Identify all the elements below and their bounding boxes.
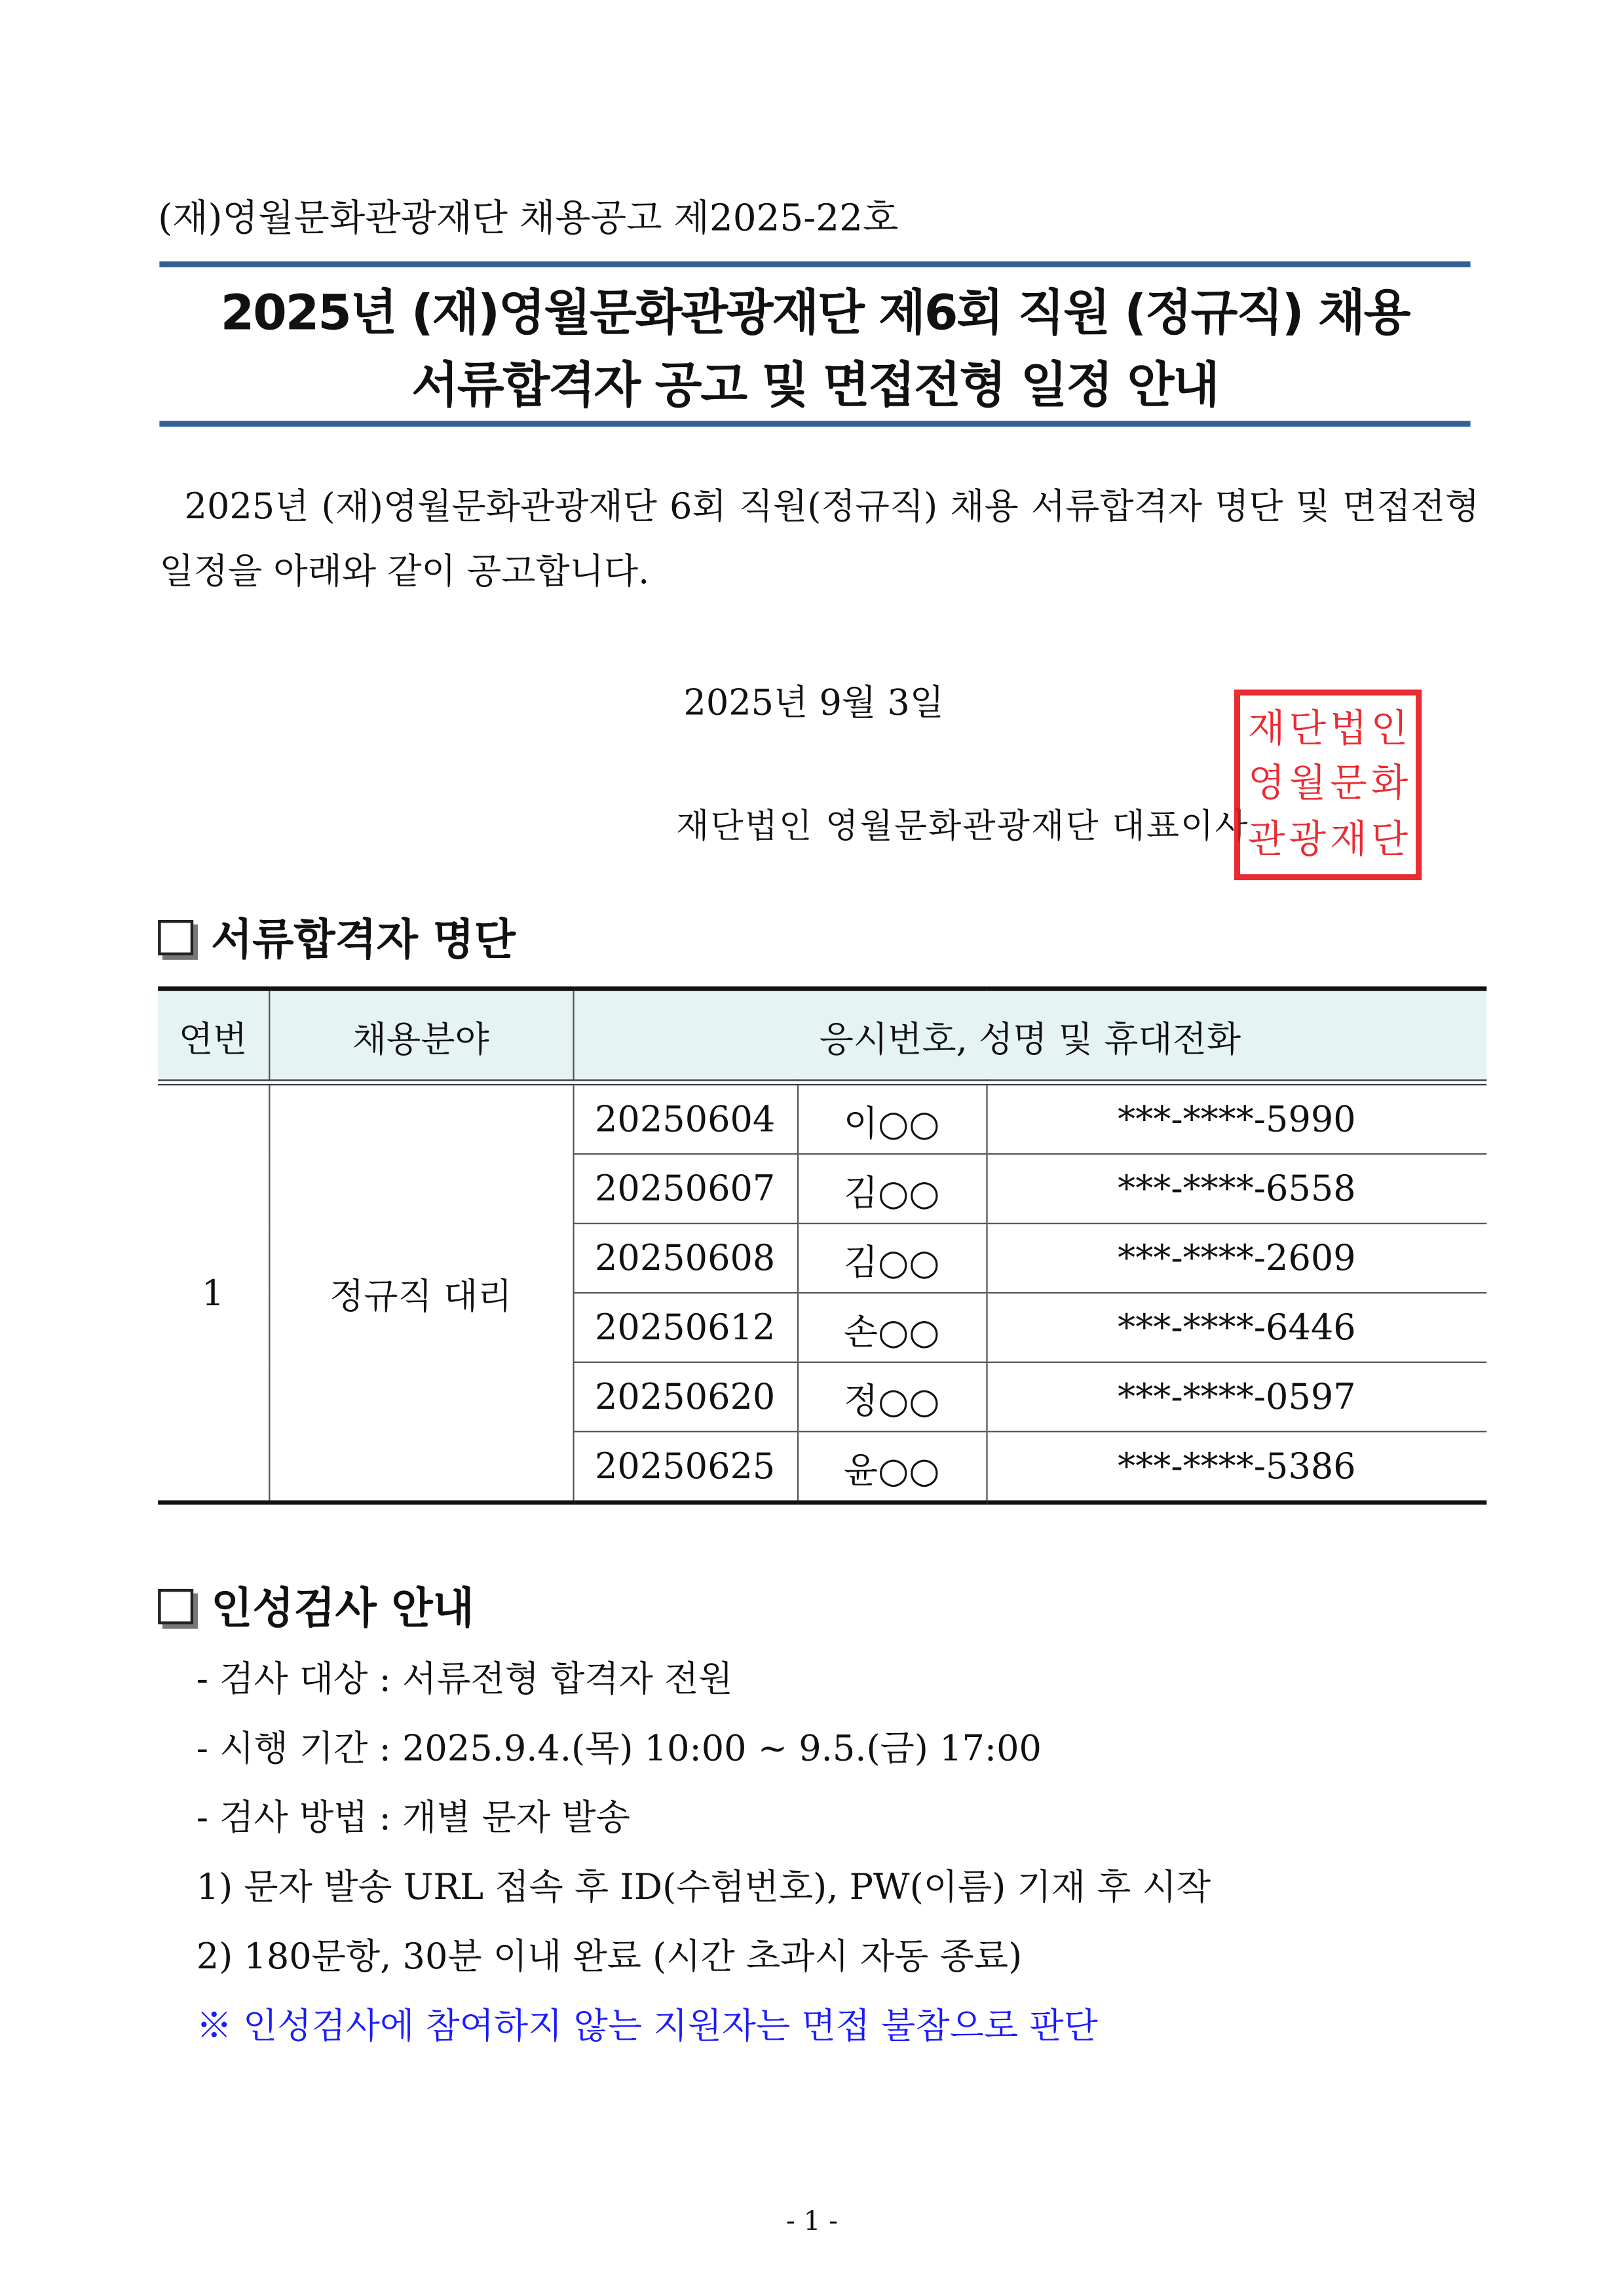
seal-char: 관	[1247, 818, 1285, 863]
cell-phone: ***-****-5386	[986, 1432, 1486, 1502]
cell-phone: ***-****-5990	[986, 1082, 1486, 1154]
seal-char: 재	[1247, 707, 1285, 752]
seal-char: 영	[1247, 762, 1285, 807]
cell-id: 20250625	[573, 1432, 797, 1502]
cell-phone: ***-****-0597	[986, 1362, 1486, 1432]
cell-id: 20250620	[573, 1362, 797, 1432]
cell-phone: ***-****-6446	[986, 1293, 1486, 1362]
page-number: - 1 -	[785, 2206, 838, 2238]
checkbox-bullet-icon	[158, 1588, 193, 1624]
cell-phone: ***-****-2609	[986, 1223, 1486, 1293]
section-title: 인성검사 안내	[211, 1582, 474, 1634]
section-heading-passers	[158, 907, 516, 967]
cell-id: 20250612	[573, 1293, 797, 1362]
table-row	[158, 1082, 1486, 1154]
cell-name: 윤○○	[797, 1432, 986, 1502]
info-item: 2) 180문항, 30분 이내 완료 (시간 초과시 자동 종료)	[196, 1936, 1023, 1978]
cell-id: 20250608	[573, 1223, 797, 1293]
seal-char: 단	[1370, 818, 1408, 863]
passers-table	[158, 986, 1486, 1504]
info-item: 1) 문자 발송 URL 접속 후 ID(수험번호), PW(이름) 기재 후 시작	[196, 1866, 1211, 1908]
cell-name: 정○○	[797, 1362, 986, 1432]
seal-char: 월	[1289, 762, 1327, 807]
seal-char: 법	[1330, 707, 1367, 752]
announcement-date: 2025년 9월 3일	[683, 682, 945, 724]
cell-phone: ***-****-6558	[986, 1154, 1486, 1223]
header-no: 연번	[158, 989, 269, 1082]
signature-line: 재단법인 영월문화관광재단 대표이사	[676, 807, 1249, 847]
title-rule-bottom	[159, 421, 1470, 427]
seal-char: 광	[1289, 818, 1327, 863]
checkbox-bullet-icon	[158, 919, 193, 955]
cell-no: 1	[158, 1082, 269, 1502]
cell-name: 김○○	[797, 1223, 986, 1293]
intro-paragraph: 2025년 (재)영월문화관광재단 6회 직원(정규직) 채용 서류합격자 명단 및 면접전형 일정을 아래와 같이 공고합니다.	[159, 486, 1491, 592]
header-field: 채용분야	[269, 989, 573, 1082]
cell-name: 김○○	[797, 1154, 986, 1223]
cell-name: 이○○	[797, 1082, 986, 1154]
info-item: - 시행 기간 : 2025.9.4.(목) 10:00 ~ 9.5.(금) 17:00	[196, 1727, 1042, 1769]
warning-note: ※ 인성검사에 참여하지 않는 지원자는 면접 불참으로 판단	[196, 2005, 1098, 2047]
seal-char: 재	[1330, 818, 1367, 863]
info-item: - 검사 대상 : 서류전형 합격자 전원	[196, 1658, 733, 1700]
official-seal	[1234, 689, 1422, 880]
seal-char: 문	[1330, 762, 1367, 807]
title-line-2: 서류합격자 공고 및 면접전형 일정 안내	[411, 356, 1218, 414]
cell-id: 20250604	[573, 1082, 797, 1154]
cell-field: 정규직 대리	[269, 1082, 573, 1502]
seal-char: 인	[1370, 707, 1408, 752]
title-line-1: 2025년 (재)영월문화관광재단 제6회 직원 (정규직) 채용	[220, 283, 1410, 341]
section-heading-personality-test	[158, 1576, 474, 1636]
title-rule-top	[159, 261, 1470, 267]
header-applicant: 응시번호, 성명 및 휴대전화	[573, 989, 1486, 1082]
info-item: - 검사 방법 : 개별 문자 발송	[196, 1797, 630, 1839]
seal-char: 화	[1370, 762, 1408, 807]
seal-char: 단	[1289, 707, 1327, 752]
cell-name: 손○○	[797, 1293, 986, 1362]
cell-id: 20250607	[573, 1154, 797, 1223]
section-title: 서류합격자 명단	[211, 913, 516, 965]
notice-number: (재)영월문화관광재단 채용공고 제2025-22호	[158, 196, 899, 240]
